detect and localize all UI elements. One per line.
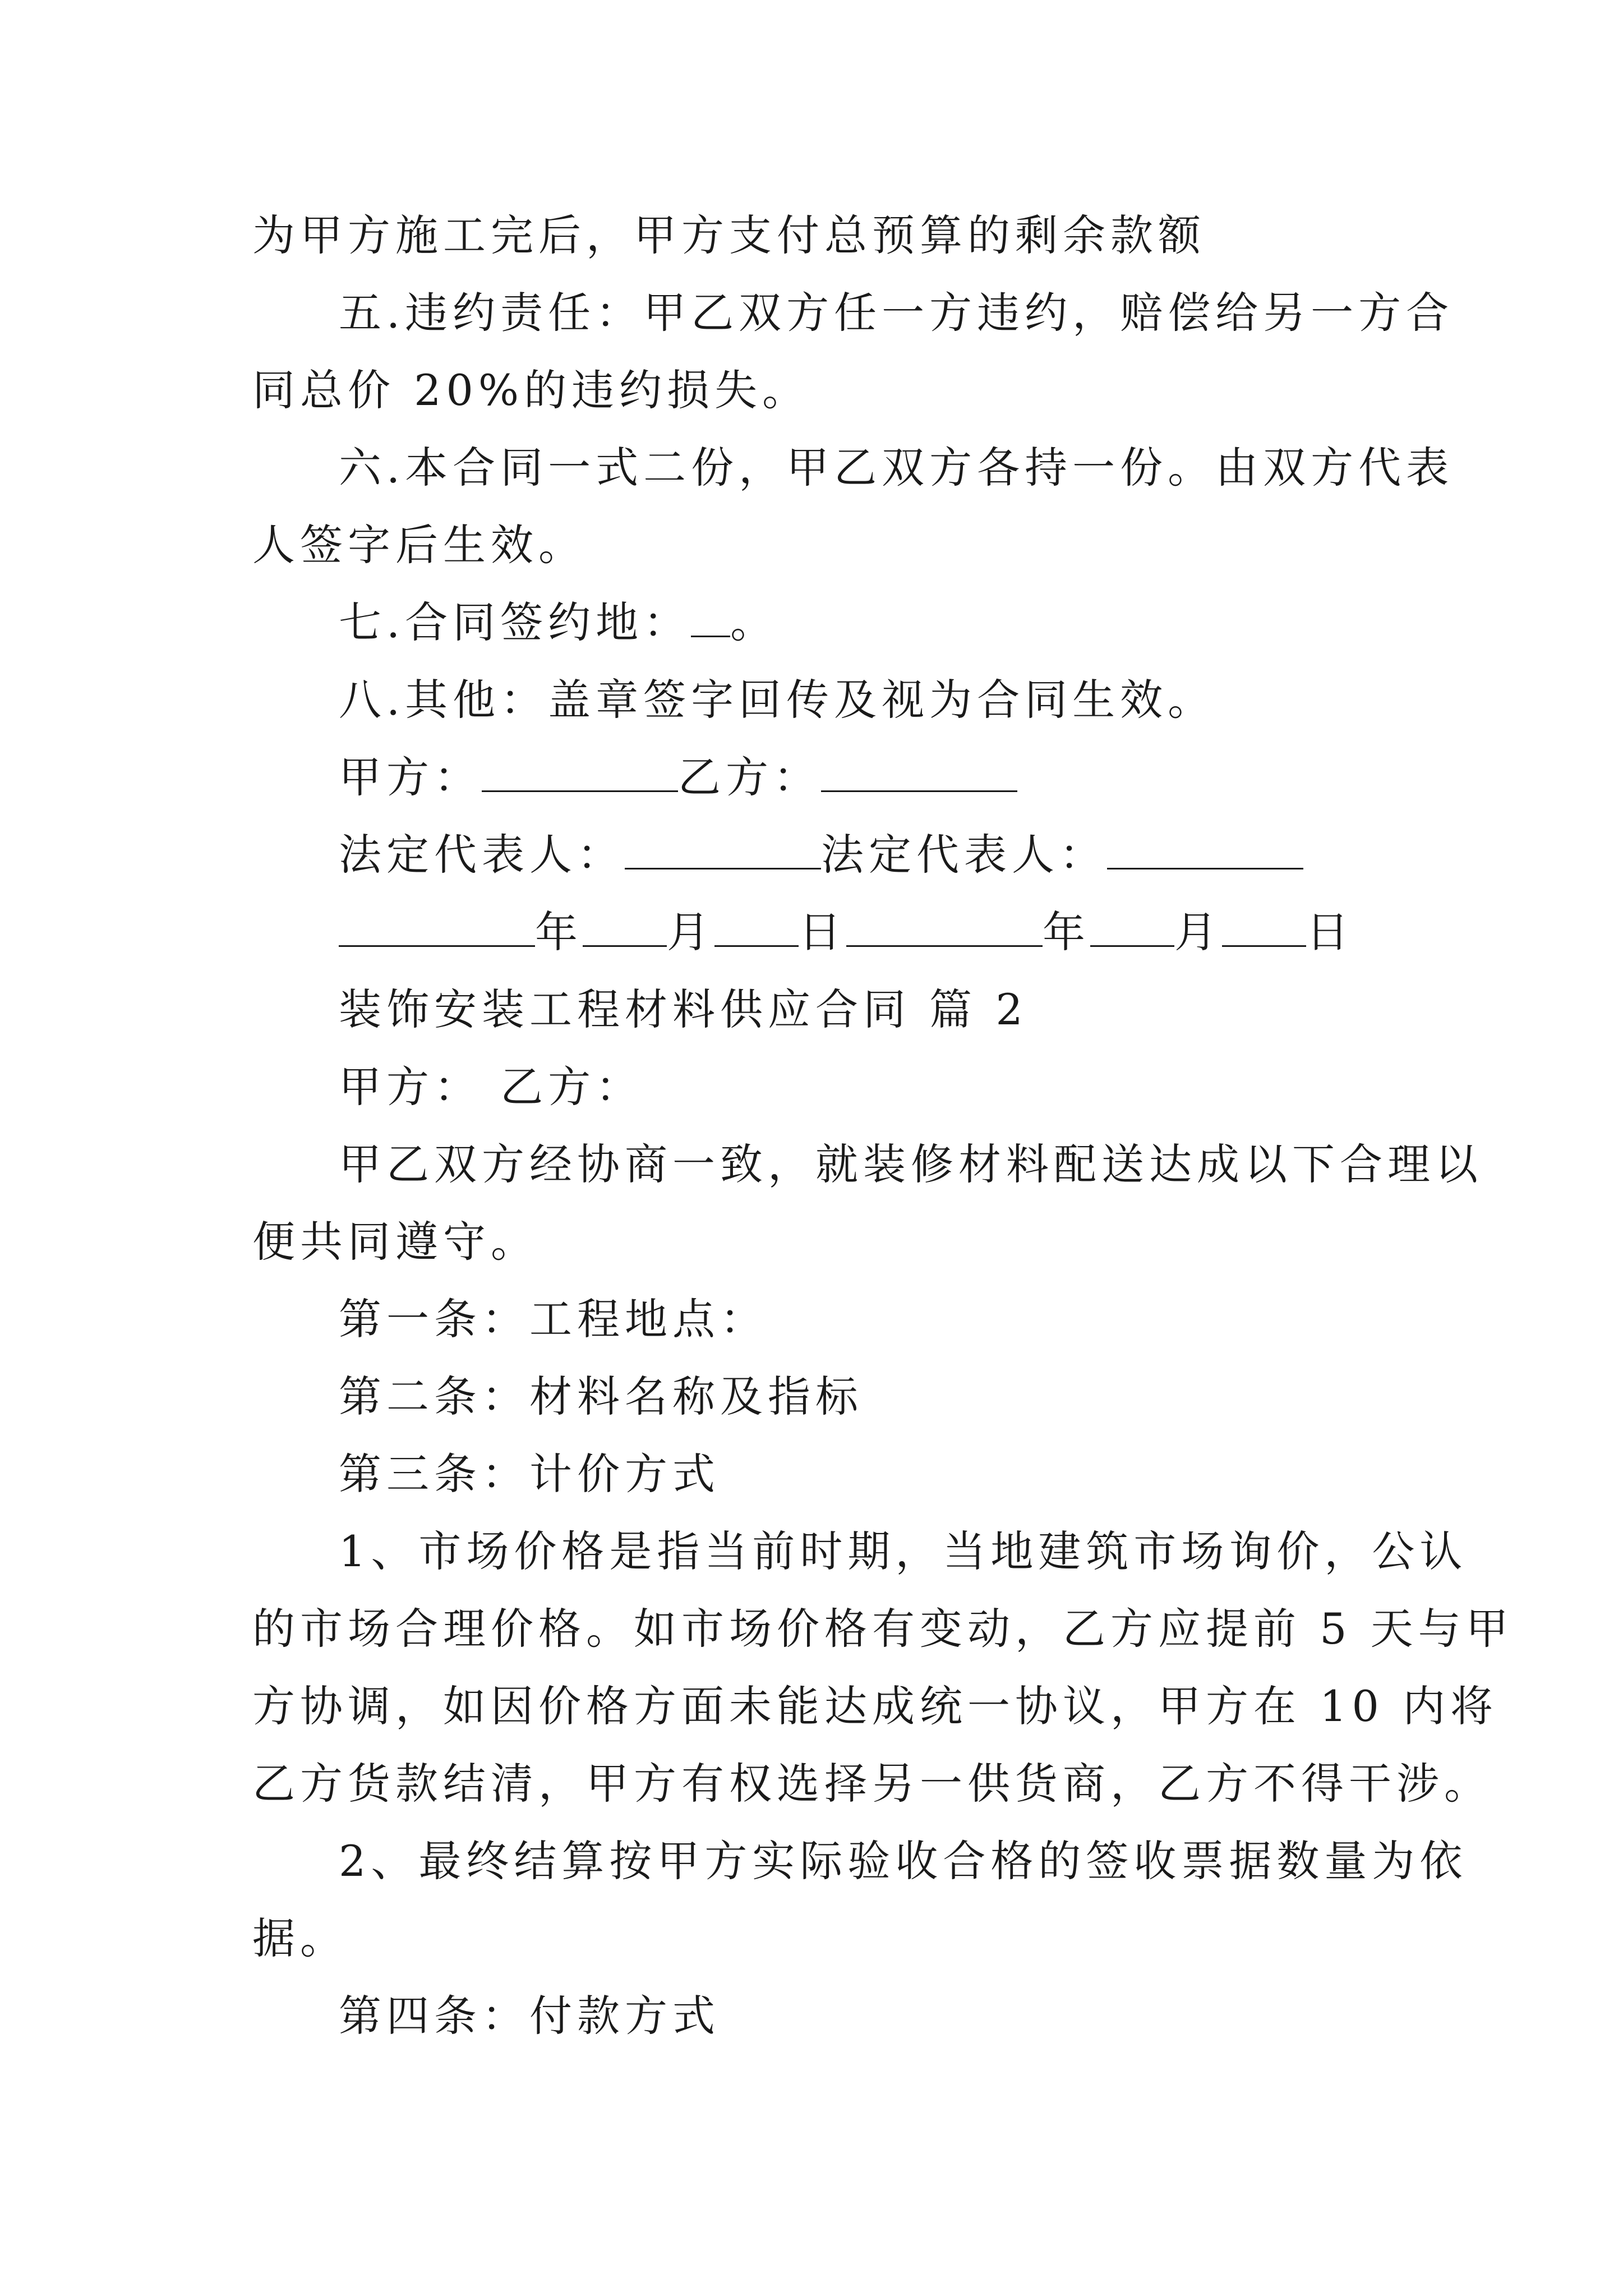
day-b-blank [1222,906,1306,947]
date-line [339,904,1354,960]
paragraph-line: 为甲方施工完后，甲方支付总预算的剩余款额 [252,210,1206,260]
year-b-label: 年 [1043,907,1090,957]
day-a-blank [714,906,799,947]
party-a-blank [482,751,678,792]
clause-seven-end: 。 [730,597,778,647]
article-two: 第二条：材料名称及指标 [339,1372,863,1421]
signing-place-blank [691,596,730,637]
legal-rep-b-blank [1107,829,1303,869]
article-four: 第四条：付款方式 [339,1991,720,2041]
year-a-label: 年 [535,907,583,957]
month-b-label: 月 [1174,907,1222,957]
article-three: 第三条：计价方式 [339,1449,720,1499]
party-b-blank [821,751,1017,792]
legal-rep-a-blank [625,829,821,869]
pricing-item-1-line-4: 乙方货款结清，甲方有权选择另一供货商，乙方不得干涉。 [252,1759,1492,1809]
clause-six-line-2: 人签字后生效。 [252,520,586,570]
parties-line: 甲方： 乙方： [339,1062,644,1112]
article-one: 第一条：工程地点： [339,1294,768,1344]
clause-eight: 八.其他：盖章签字回传及视为合同生效。 [339,675,1216,725]
legal-rep-a-label: 法定代表人： [339,830,625,880]
legal-rep-b-label: 法定代表人： [821,830,1107,880]
clause-seven-label: 七.合同签约地： [339,597,691,647]
day-b-label: 日 [1306,907,1354,957]
year-b-blank [846,906,1043,947]
pricing-item-1-line-3: 方协调，如因价格方面未能达成统一协议，甲方在 10 内将 [252,1681,1498,1731]
intro-line-2: 便共同遵守。 [252,1217,538,1267]
month-b-blank [1090,906,1174,947]
party-b-label: 乙方： [678,752,821,802]
pricing-item-1-line-1: 1、市场价格是指当前时期，当地建筑市场询价，公认 [339,1526,1468,1576]
year-a-blank [339,906,535,947]
month-a-blank [583,906,667,947]
legal-rep-line [339,827,1303,883]
party-a-label: 甲方： [339,752,482,802]
day-a-label: 日 [799,907,846,957]
pricing-item-2-line-2: 据。 [252,1913,348,1963]
clause-six-line-1: 六.本合同一式二份，甲乙双方各持一份。由双方代表 [339,443,1454,493]
pricing-item-1-line-2: 的市场合理价格。如市场价格有变动，乙方应提前 5 天与甲 [252,1604,1514,1654]
intro-line-1: 甲乙双方经协商一致，就装修材料配送达成以下合理以 [339,1139,1483,1189]
clause-five-line-1: 五.违约责任：甲乙双方任一方违约，赔偿给另一方合 [339,288,1454,338]
pricing-item-2-line-1: 2、最终结算按甲方实际验收合格的签收票据数量为依 [339,1836,1468,1886]
month-a-label: 月 [667,907,714,957]
party-signature-line [339,749,1017,806]
clause-five-line-2: 同总价 20%的违约损失。 [252,365,810,415]
section-title: 装饰安装工程材料供应合同 篇 2 [339,984,1028,1034]
clause-seven [339,595,778,651]
